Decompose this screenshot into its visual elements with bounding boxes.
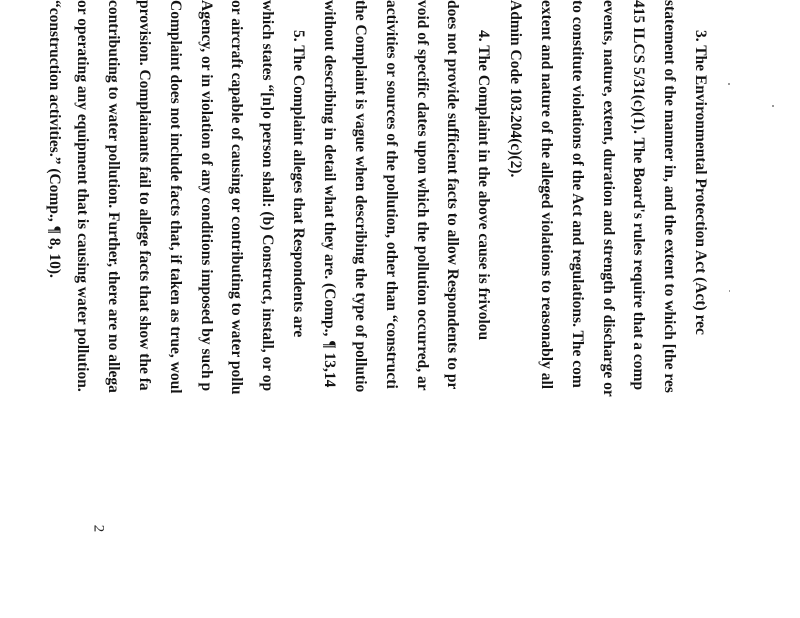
paragraph-3-line-7: Admin Code 103.204(c)(2). — [507, 0, 524, 178]
paragraph-3-line-1: 3. The Environmental Protection Act (Act) rec — [692, 30, 709, 335]
paragraph-4-line-6: without describing in detail what they are. (Comp., ¶ 13,14 — [321, 0, 338, 388]
rotated-text-block — [46, 0, 709, 618]
paragraph-5-line-6: provision. Complainants fail to allege facts that show the fa — [136, 0, 153, 391]
paragraph-4-line-2: does not provide sufficient facts to allow Respondents to pr — [444, 0, 461, 390]
paragraph-5-line-8: or operating any equipment that is causing water pollution. — [74, 0, 91, 392]
paragraph-4-line-3: void of specific dates upon which the pollution occurred, ar — [414, 0, 431, 391]
page-number: 2 — [90, 524, 107, 533]
paragraph-5-line-9: “construction activities.” (Comp., ¶ 8, 10). — [46, 0, 63, 278]
paragraph-5-line-3: or aircraft capable of causing or contributing to water pollu — [228, 0, 245, 395]
paragraph-5-line-5: Complaint does not include facts that, if taken as true, woul — [167, 0, 184, 394]
paragraph-3-line-4: events, nature, extent, duration and strength of discharge or — [600, 0, 617, 397]
paragraph-5-line-2: which states “[n]o person shall: (b) Construct, install, or op — [259, 0, 276, 392]
paragraph-4-line-1: 4. The Complaint in the above cause is frivolou — [475, 30, 492, 341]
paragraph-5-line-1: 5. The Complaint alleges that Respondents are — [290, 30, 307, 338]
scan-speck — [772, 105, 774, 107]
paragraph-3-line-6: extent and nature of the alleged violations to reasonably all — [538, 0, 555, 390]
paragraph-3-line-5: to constitute violations of the Act and regulations. The com — [569, 0, 586, 388]
paragraph-5-line-7: contributing to water pollution. Further, there are no allega — [105, 0, 122, 393]
scan-speck — [729, 290, 730, 292]
paragraph-4-line-4: activities or sources of the pollution, other than “constructi — [383, 0, 400, 389]
paragraph-4-line-5: the Complaint is vague when describing the type of pollutio — [352, 0, 369, 393]
scan-speck — [728, 83, 730, 85]
paragraph-5-line-4: Agency, or in violation of any conditions imposed by such p — [198, 0, 215, 392]
paragraph-3-line-2: statement of the manner in, and the extent to which [the res — [661, 0, 678, 393]
paragraph-3-line-3: 415 ILCS 5/31(c)(1). The Board's rules require that a comp — [630, 0, 647, 391]
